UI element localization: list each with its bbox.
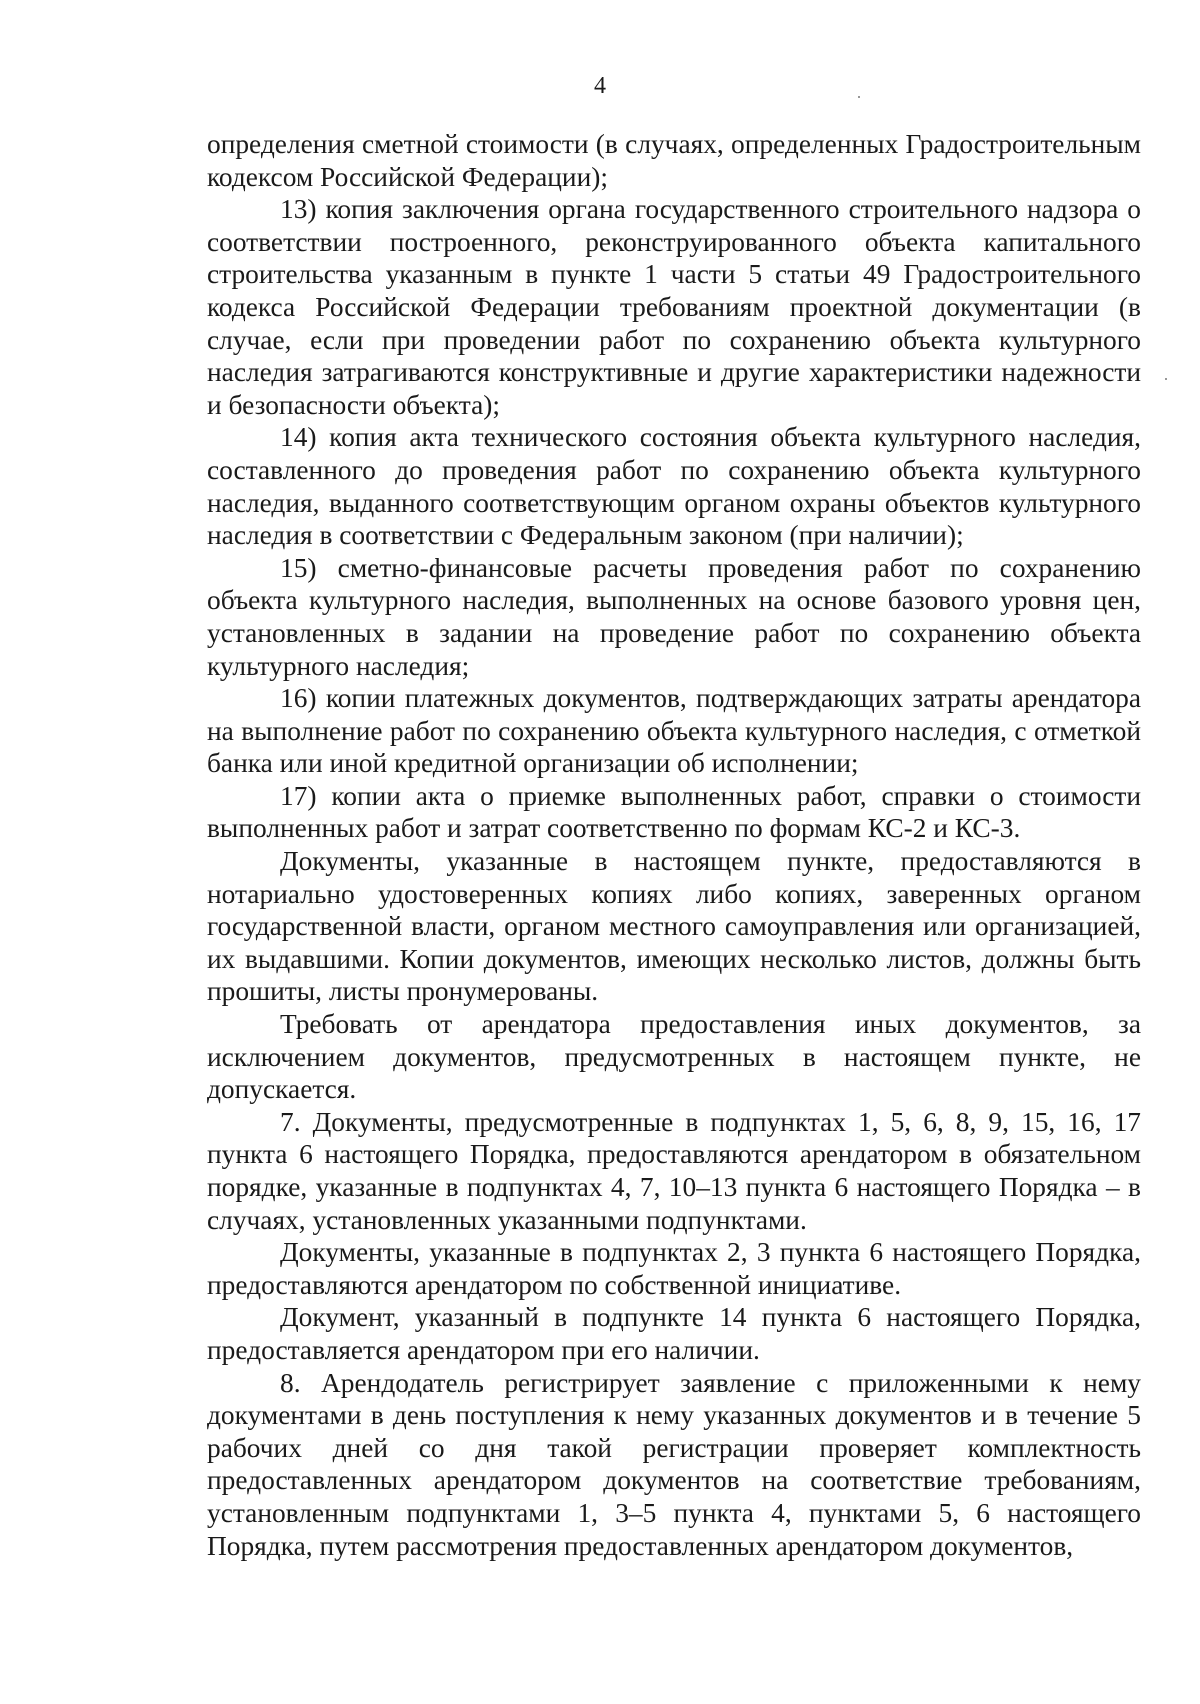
document-body xyxy=(207,128,1141,1562)
paragraph-item-17: 17) копии акта о приемке выполненных работ, справки о стоимости выполненных работ и затрат соответственно по формам КС-2 и КС-3. xyxy=(207,780,1141,844)
paragraph-no-extra-documents: Требовать от арендатора предоставления иных документов, за исключением документов, предусмотренных в настоящем пункте, не допускается. xyxy=(207,1009,1141,1105)
paragraph-optional-documents: Документы, указанные в подпунктах 2, 3 пункта 6 настоящего Порядка, предоставляются арендатором по собственной инициативе. xyxy=(207,1237,1141,1300)
paragraph-document-14: Документ, указанный в подпункте 14 пункта 6 настоящего Порядка, предоставляется арендатором при его наличии. xyxy=(207,1302,1141,1365)
paragraph-clause-8: 8. Арендодатель регистрирует заявление с приложенными к нему документами в день поступления к нему указанных документов и в течение 5 рабочих дней со дня такой регистрации проверяет комплектность предоставленных арендатором документов на соответствие требованиям, установленным подпунктами 1, 3–5 пункта 4, пунктами 5, 6 настоящего Порядка, путем рассмотрения предоставленных арендатором документов, xyxy=(207,1367,1141,1561)
paragraph-item-16: 16) копии платежных документов, подтверждающих затраты арендатора на выполнение работ по сохранению объекта культурного наследия, с отметкой банка или иной кредитной организации об исполнении; xyxy=(207,683,1141,779)
paragraph-item-14: 14) копия акта технического состояния объекта культурного наследия, составленного до проведения работ по сохранению объекта культурного наследия, выданного соответствующим органом охраны объектов культурного наследия в соответствии с Федеральным законом (при наличии); xyxy=(207,422,1141,551)
paragraph-continuation: определения сметной стоимости (в случаях, определенных Градостроительным кодексом Российской Федерации); xyxy=(207,129,1141,192)
scan-speck xyxy=(858,96,860,98)
paragraph-clause-7: 7. Документы, предусмотренные в подпунктах 1, 5, 6, 8, 9, 15, 16, 17 пункта 6 настоящего Порядка, предоставляются арендатором в обязательном порядке, указанные в подпунктах 4, 7, 10–13 пункта 6 настоящего Порядка – в случаях, установленных указанными подпунктами. xyxy=(207,1106,1141,1235)
paragraph-item-13: 13) копия заключения органа государственного строительного надзора о соответствии построенного, реконструированного объекта капитального строительства указанным в пункте 1 части 5 статьи 49 Градостроительного кодекса Российской Федерации требованиям проектной документации (в случае, если при проведении работ по сохранению объекта культурного наследия затрагиваются конструктивные и другие характеристики надежности и безопасности объекта); xyxy=(207,194,1141,420)
scan-speck xyxy=(1165,378,1167,380)
paragraph-certification: Документы, указанные в настоящем пункте, предоставляются в нотариально удостоверенных копиях либо копиях, заверенных органом государственной власти, органом местного самоуправления или организацией, их выдавшими. Копии документов, имеющих несколько листов, должны быть прошиты, листы пронумерованы. xyxy=(207,846,1141,1007)
paragraph-item-15: 15) сметно-финансовые расчеты проведения работ по сохранению объекта культурного наследия, выполненных на основе базового уровня цен, установленных в задании на проведение работ по сохранению объекта культурного наследия; xyxy=(207,552,1141,681)
page-number: 4 xyxy=(594,73,606,99)
